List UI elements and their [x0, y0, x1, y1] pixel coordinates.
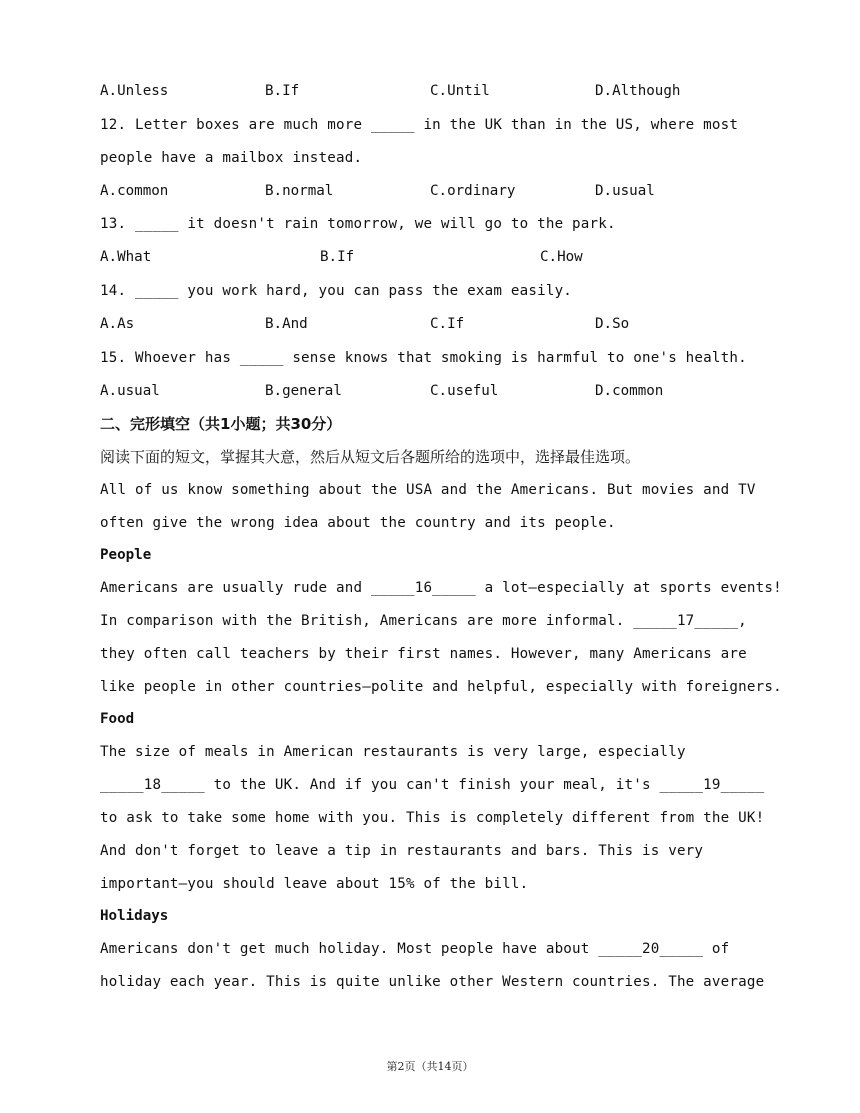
q12-option-d: D.usual [595, 183, 655, 199]
section2-title: 二、完形填空（共1小题；共30分） [100, 415, 342, 433]
q12-option-c: C.ordinary [430, 183, 516, 199]
food-heading: Food [100, 711, 135, 727]
q12-option-a: A.common [100, 183, 169, 199]
q13-text: 13. _____ it doesn't rain tomorrow, we will go to the park. [100, 216, 616, 232]
food-line1: The size of meals in American restaurants is very large, especially [100, 744, 686, 760]
holidays-line2: holiday each year. This is quite unlike other Western countries. The average [100, 974, 765, 990]
q15-option-a: A.usual [100, 383, 160, 399]
people-heading: People [100, 547, 152, 563]
q15-option-c: C.useful [430, 383, 499, 399]
section2-instruction: 阅读下面的短文，掌握其大意，然后从短文后各题所给的选项中，选择最佳选项。 [100, 448, 641, 466]
q14-option-a: A.As [100, 316, 135, 332]
q11-option-a: A.Unless [100, 83, 169, 99]
people-line1: Americans are usually rude and _____16_____ a lot—especially at sports events! [100, 580, 782, 596]
q11-option-b: B.If [265, 83, 300, 99]
q14-option-d: D.So [595, 316, 630, 332]
q14-text: 14. _____ you work hard, you can pass the exam easily. [100, 283, 573, 299]
food-line3: to ask to take some home with you. This is completely different from the UK! [100, 810, 765, 826]
people-line4: like people in other countries—polite and helpful, especially with foreigners. [100, 679, 782, 695]
holidays-heading: Holidays [100, 908, 169, 924]
q11-option-d: D.Although [595, 83, 681, 99]
q12-option-b: B.normal [265, 183, 334, 199]
q14-option-c: C.If [430, 316, 465, 332]
intro-line1: All of us know something about the USA and the Americans. But movies and TV [100, 482, 756, 498]
q15-option-b: B.general [265, 383, 342, 399]
q15-text: 15. Whoever has _____ sense knows that smoking is harmful to one's health. [100, 350, 747, 366]
page-footer: 第2页（共14页） [386, 1060, 474, 1073]
q11-option-c: C.Until [430, 83, 490, 99]
holidays-line1: Americans don't get much holiday. Most people have about _____20_____ of [100, 941, 730, 957]
q12-text-line1: 12. Letter boxes are much more _____ in the UK than in the US, where most [100, 117, 739, 133]
people-line2: In comparison with the British, Americans are more informal. _____17_____, [100, 613, 747, 629]
q13-option-a: A.What [100, 249, 152, 265]
q13-option-c: C.How [540, 249, 583, 265]
food-line4: And don't forget to leave a tip in restaurants and bars. This is very [100, 843, 704, 859]
q12-text-line2: people have a mailbox instead. [100, 150, 363, 166]
food-line5: important—you should leave about 15% of the bill. [100, 876, 529, 892]
q13-option-b: B.If [320, 249, 355, 265]
food-line2: _____18_____ to the UK. And if you can't finish your meal, it's _____19_____ [100, 777, 765, 793]
q15-option-d: D.common [595, 383, 664, 399]
people-line3: they often call teachers by their first names. However, many Americans are [100, 646, 747, 662]
q14-option-b: B.And [265, 316, 308, 332]
intro-line2: often give the wrong idea about the country and its people. [100, 515, 616, 531]
